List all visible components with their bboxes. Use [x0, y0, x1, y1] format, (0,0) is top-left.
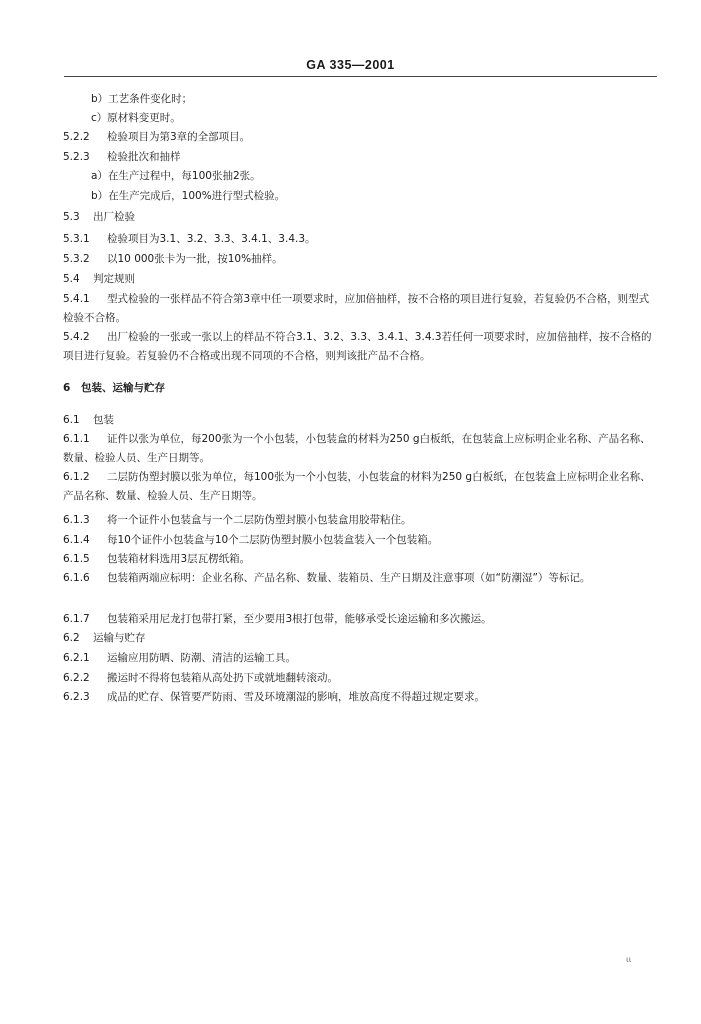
clause-number: 6.1.4 — [63, 534, 90, 546]
clause-5-4 — [63, 272, 135, 286]
clause-text: 判定规则 — [93, 273, 135, 285]
item-a-sampling: a）在生产过程中，每100张抽2张。 — [91, 170, 261, 182]
clause-number: 6.2.2 — [63, 672, 90, 684]
clause-text: 检验项目为第3章的全部项目。 — [107, 131, 251, 143]
clause-text: 证件以张为单位，每200张为一个小包装，小包装盒的材料为250 g白板纸，在包装盒上应标明企业名称、产品名称、数量、检验人员、生产日期等。 — [63, 433, 651, 464]
page-corner-mark: ιι — [626, 955, 632, 964]
section-number: 6 — [63, 382, 71, 394]
clause-text: 检验批次和抽样 — [107, 151, 181, 163]
clause-number: 6.1.6 — [63, 572, 90, 584]
clause-5-2-2 — [63, 130, 250, 144]
section-6-heading — [63, 381, 165, 395]
clause-number: 6.1.3 — [63, 514, 90, 526]
clause-5-3-2 — [63, 252, 283, 266]
header-rule — [64, 76, 657, 77]
clause-text: 将一个证件小包装盒与一个二层防伪塑封膜小包装盒用胶带粘住。 — [107, 514, 412, 526]
clause-text: 包装箱两端应标明：企业名称、产品名称、数量、装箱员、生产日期及注意事项（如“防潮湿”）等标记。 — [107, 572, 591, 584]
clause-5-4-1 — [63, 290, 656, 328]
clause-6-1-1 — [63, 430, 656, 468]
clause-text: 包装箱材料选用3层瓦楞纸箱。 — [107, 553, 251, 565]
clause-number: 5.4 — [63, 273, 80, 285]
clause-text: 检验项目为3.1、3.2、3.3、3.4.1、3.4.3。 — [107, 233, 316, 245]
clause-6-1-2 — [63, 468, 656, 506]
clause-number: 6.2.1 — [63, 652, 90, 664]
clause-text: 以10 000张卡为一批，按10%抽样。 — [107, 253, 283, 265]
clause-number: 6.1 — [63, 414, 80, 426]
clause-6-1-6 — [63, 569, 656, 588]
clause-6-1 — [63, 413, 114, 427]
clause-number: 6.1.5 — [63, 553, 90, 565]
clause-text: 每10个证件小包装盒与10个二层防伪塑封膜小包装盒装入一个包装箱。 — [107, 534, 439, 546]
clause-6-1-7 — [63, 612, 492, 626]
clause-text: 搬运时不得将包装箱从高处扔下或就地翻转滚动。 — [107, 672, 338, 684]
item-b-condition: b）工艺条件变化时； — [91, 93, 193, 105]
clause-6-2-3 — [63, 690, 485, 704]
clause-number: 5.4.1 — [63, 293, 90, 305]
clause-number: 5.4.2 — [63, 331, 90, 343]
clause-number: 5.3.2 — [63, 253, 90, 265]
clause-text: 型式检验的一张样品不符合第3章中任一项要求时，应加倍抽样，按不合格的项目进行复验，若复验仍不合格，则型式检验不合格。 — [63, 293, 650, 324]
clause-6-2-1 — [63, 651, 296, 665]
clause-text: 出厂检验的一张或一张以上的样品不符合3.1、3.2、3.3、3.4.1、3.4.3若任何一项要求时，应加倍抽样，按不合格的项目进行复验。若复验仍不合格或出现不同项的不合格，则判该批产品不合格。 — [63, 331, 652, 362]
clause-number: 5.3 — [63, 211, 80, 223]
item-c-material: c）原材料变更时。 — [91, 112, 181, 124]
clause-number: 5.2.3 — [63, 151, 90, 163]
clause-text: 出厂检验 — [93, 211, 135, 223]
clause-5-4-2 — [63, 328, 656, 366]
item-b-sampling: b）在生产完成后，100%进行型式检验。 — [91, 190, 286, 202]
clause-text: 运输应用防晒、防潮、清洁的运输工具。 — [107, 652, 296, 664]
section-title: 包装、运输与贮存 — [81, 382, 165, 394]
clause-text: 包装箱采用尼龙打包带打紧，至少要用3根打包带，能够承受长途运输和多次搬运。 — [107, 613, 492, 625]
clause-text: 二层防伪塑封膜以张为单位，每100张为一个小包装，小包装盒的材料为250 g白板纸，在包装盒上应标明企业名称、产品名称、数量、检验人员、生产日期等。 — [63, 471, 651, 502]
clause-6-1-4 — [63, 533, 438, 547]
standard-code-header: GA 335—2001 — [306, 58, 395, 72]
clause-number: 6.1.2 — [63, 471, 90, 483]
clause-text: 运输与贮存 — [93, 632, 146, 644]
clause-number: 6.2 — [63, 632, 80, 644]
clause-6-2 — [63, 631, 146, 645]
clause-6-1-5 — [63, 552, 250, 566]
clause-5-2-3 — [63, 150, 181, 164]
clause-5-3 — [63, 210, 135, 224]
clause-text: 包装 — [93, 414, 114, 426]
clause-number: 6.1.7 — [63, 613, 90, 625]
clause-number: 5.3.1 — [63, 233, 90, 245]
clause-text: 成品的贮存、保管要严防雨、雪及环境潮湿的影响，堆放高度不得超过规定要求。 — [107, 691, 485, 703]
clause-5-3-1 — [63, 232, 316, 246]
clause-6-2-2 — [63, 671, 338, 685]
clause-6-1-3 — [63, 513, 412, 527]
clause-number: 5.2.2 — [63, 131, 90, 143]
clause-number: 6.1.1 — [63, 433, 90, 445]
clause-number: 6.2.3 — [63, 691, 90, 703]
